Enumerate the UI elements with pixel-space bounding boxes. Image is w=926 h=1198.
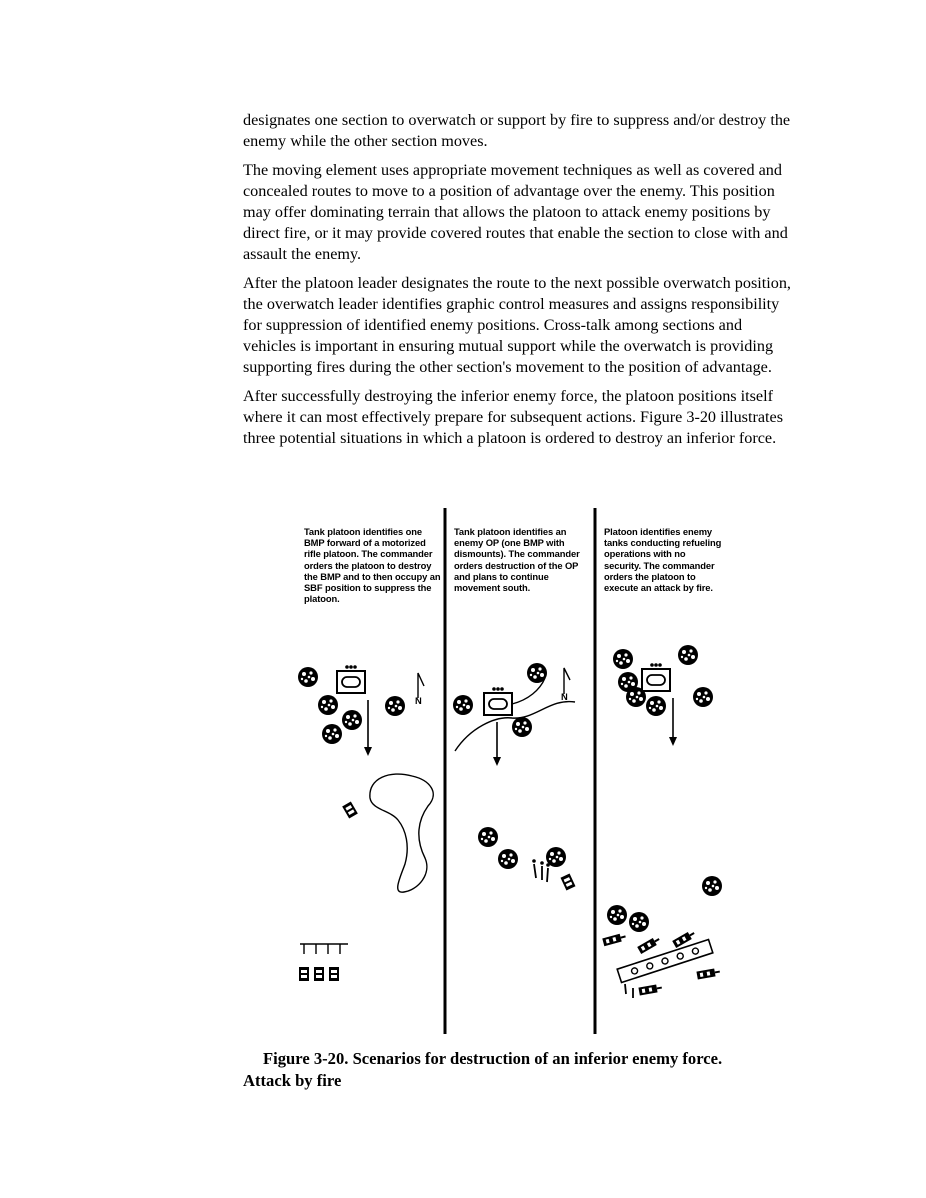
panel-1-description: Tank platoon identifies one BMP forward of a motorized rifle platoon. The commander orders the platoon to destroy the BMP and to then occupy an SBF position to suppress the platoon. <box>304 526 441 605</box>
north-arrow-label: N <box>561 691 568 702</box>
figure-subcaption <box>243 1070 341 1092</box>
paragraph: After the platoon leader designates the route to the next possible overwatch position, the overwatch leader identifies graphic control measures and assigns responsibility for suppression of identified enemy positions. Cross-talk among sections and vehicles is important in ensuring mutual support while the overwatch is providing supporting fires during the other section's movement to the position of advantage. <box>243 274 791 376</box>
panel-2-map <box>453 663 575 890</box>
figure-caption <box>263 1048 722 1070</box>
body-text <box>243 110 791 457</box>
paragraph: designates one section to overwatch or support by fire to suppress and/or destroy the enemy while the other section moves. <box>243 111 791 150</box>
paragraph: The moving element uses appropriate movement techniques as well as covered and concealed routes to move to a position of advantage over the enemy. This position may offer dominating terrain that allows the platoon to attack enemy positions by direct fire, or it may provide covered routes that enable the section to close with and assault the enemy. <box>243 161 788 263</box>
panel-1-map <box>298 665 433 981</box>
panel-3-description: Platoon identifies enemy tanks conducting refueling operations with no security. The commander orders the platoon to execute an attack by fire. <box>604 526 722 594</box>
panel-3-map <box>602 645 722 998</box>
figure-3-20 <box>290 508 760 1038</box>
north-arrow-label: N <box>415 695 422 706</box>
caption-subtitle: Attack by fire <box>243 1071 342 1090</box>
panel-2-description: Tank platoon identifies an enemy OP (one BMP with dismounts). The commander orders destruction of the OP and plans to continue movement south. <box>454 526 580 594</box>
caption-title: Figure 3-20. Scenarios for destruction of an inferior enemy force. <box>263 1049 723 1068</box>
paragraph: After successfully destroying the inferior enemy force, the platoon positions itself where it can most effectively prepare for subsequent actions. Figure 3-20 illustrates three potential situations in which a platoon is ordered to destroy an inferior force. <box>243 387 784 447</box>
